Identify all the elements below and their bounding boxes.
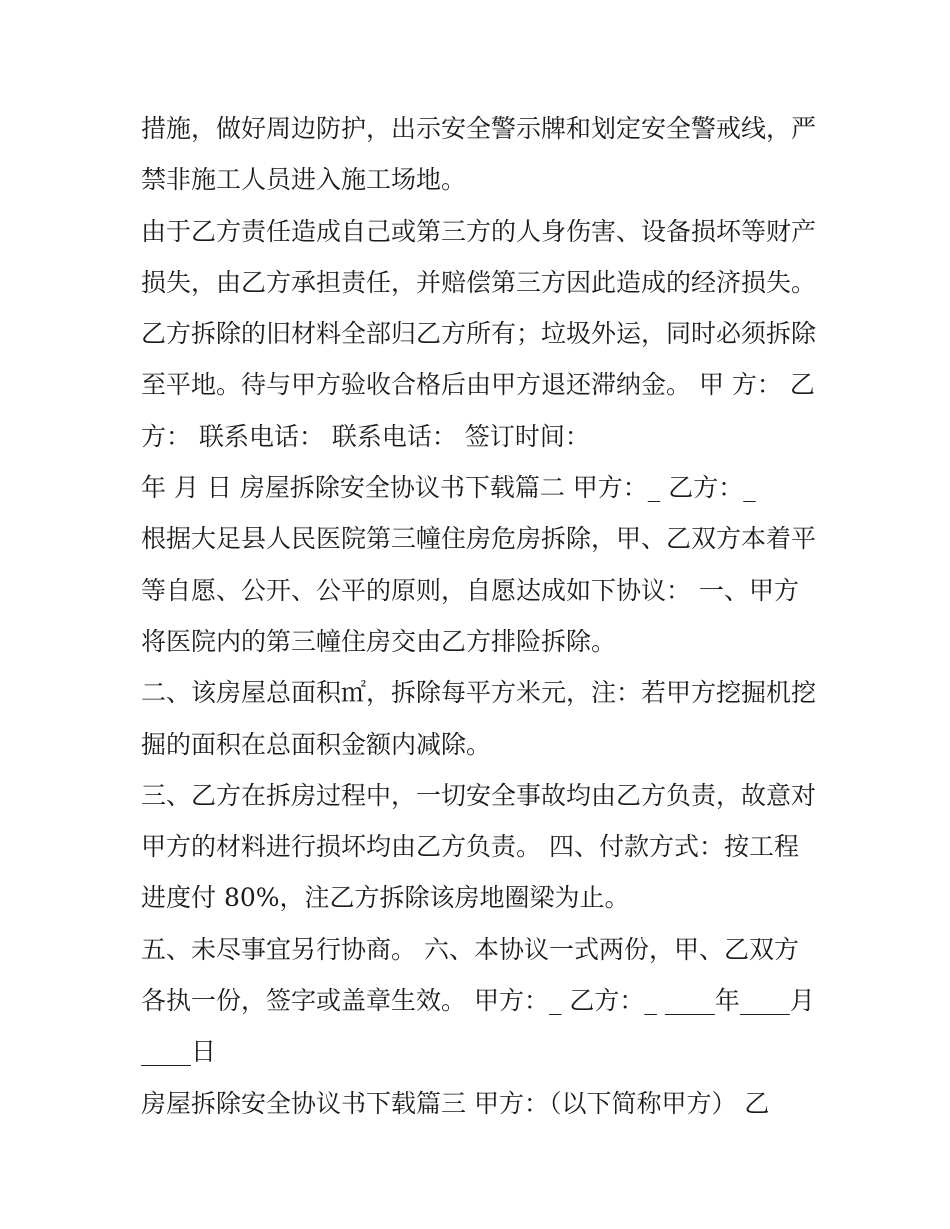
text-line: 至平地。待与甲方验收合格后由甲方退还滞纳金。 甲 方： 乙 xyxy=(141,370,815,400)
text-line: 年 月 日 房屋拆除安全协议书下载篇二 甲方：_ 乙方：_ xyxy=(141,473,756,503)
text-line: 等自愿、公开、公平的原则，自愿达成如下协议： 一、甲方 xyxy=(141,575,799,605)
text-line: 各执一份，签字或盖章生效。 甲方：_ 乙方：_ ____年____月 xyxy=(141,986,815,1016)
text-line: 房屋拆除安全协议书下载篇三 甲方：（以下简称甲方） 乙 xyxy=(141,1088,770,1118)
text-line: 甲方的材料进行损坏均由乙方负责。 四、付款方式：按工程 xyxy=(141,832,799,862)
document-body xyxy=(141,103,821,1129)
text-line: 二、该房屋总面积㎡，拆除每平方米元，注：若甲方挖掘机挖 xyxy=(141,678,817,708)
text-line: 乙方拆除的旧材料全部归乙方所有；垃圾外运，同时必须拆除 xyxy=(141,319,817,349)
text-line: 禁非施工人员进入施工场地。 xyxy=(141,165,467,195)
text-line: 三、乙方在拆房过程中，一切安全事故均由乙方负责，故意对 xyxy=(141,780,817,810)
text-line: 方： 联系电话： 联系电话： 签订时间： xyxy=(141,421,590,451)
text-line: 五、未尽事宜另行协商。 六、本协议一式两份，甲、乙双方 xyxy=(141,934,799,964)
text-line: 将医院内的第三幢住房交由乙方排险拆除。 xyxy=(141,626,617,656)
text-line: ____日 xyxy=(141,1037,217,1067)
text-line: 掘的面积在总面积金额内减除。 xyxy=(141,729,492,759)
text-line: 措施，做好周边防护，出示安全警示牌和划定安全警戒线，严 xyxy=(141,114,817,143)
text-line: 根据大足县人民医院第三幢住房危房拆除，甲、乙双方本着平 xyxy=(141,524,817,554)
text-line: 进度付 80%，注乙方拆除该房地圈梁为止。 xyxy=(141,883,630,913)
text-line: 由于乙方责任造成自己或第三方的人身伤害、设备损坏等财产 xyxy=(141,216,817,246)
text-line: 损失，由乙方承担责任，并赔偿第三方因此造成的经济损失。 xyxy=(141,267,817,297)
